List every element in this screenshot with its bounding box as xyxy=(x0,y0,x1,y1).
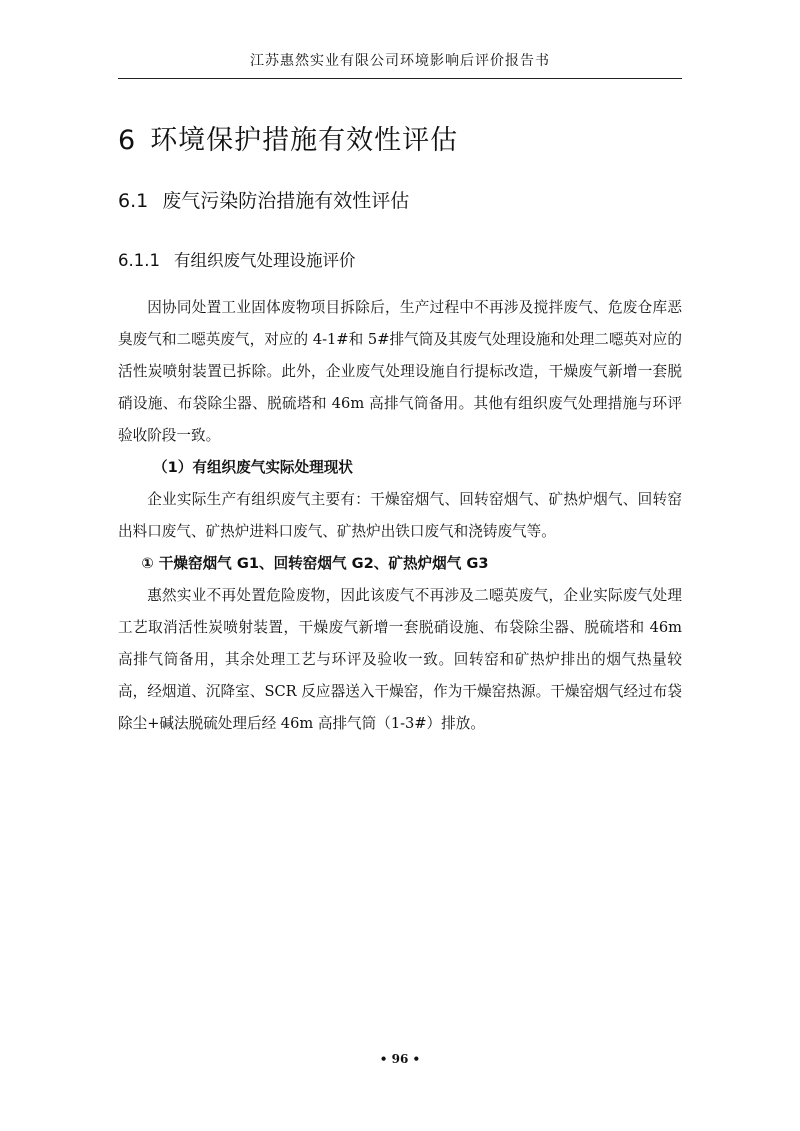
subsection-title: 有组织废气处理设施评价 xyxy=(173,251,356,270)
page-header xyxy=(118,48,682,79)
chapter-title: 环境保护措施有效性评估 xyxy=(150,125,459,156)
section-heading xyxy=(118,186,409,213)
section-number: 6.1 xyxy=(118,190,149,212)
header-title: 江苏惠然实业有限公司环境影响后评价报告书 xyxy=(250,53,550,69)
subsection-heading xyxy=(118,247,355,271)
subsection-number: 6.1.1 xyxy=(118,251,160,270)
chapter-number: 6 xyxy=(118,125,137,156)
paragraph-2: 企业实际生产有组织废气主要有：干燥窑烟气、回转窑烟气、矿热炉烟气、回转窑出料口废气、矿热炉进料口废气、矿热炉出铁口废气和浇铸废气等。 xyxy=(118,491,682,540)
subheading-2: ① 干燥窑烟气 G1、回转窑烟气 G2、矿热炉烟气 G3 xyxy=(141,555,489,572)
section-title: 废气污染防治措施有效性评估 xyxy=(162,190,410,212)
body-content xyxy=(118,292,682,740)
paragraph-3: 惠然实业不再处置危险废物，因此该废气不再涉及二噁英废气，企业实际废气处理工艺取消活性炭喷射装置，干燥废气新增一套脱硝设施、布袋除尘器、脱硫塔和 46m 高排气筒备用，其余处理工艺与环评及验收一致。回转窑和矿热炉排出的烟气热量较高，经烟道、沉降室、SCR 反应器送入干燥窑，作为干燥窑热源。干燥窑烟气经过布袋除尘+碱法脱硫处理后经 46m 高排气筒（1-3#）排放。 xyxy=(118,587,682,732)
chapter-heading xyxy=(118,118,458,157)
page-number: • 96 • xyxy=(379,1052,421,1066)
paragraph-1: 因协同处置工业固体废物项目拆除后，生产过程中不再涉及搅拌废气、危废仓库恶臭废气和二噁英废气，对应的 4-1#和 5#排气筒及其废气处理设施和处理二噁英对应的活性炭喷射装置已拆除。此外，企业废气处理设施自行提标改造，干燥废气新增一套脱硝设施、布袋除尘器、脱硫塔和 46m 高排气筒备用。其他有组织废气处理措施与环评验收阶段一致。 xyxy=(118,299,682,444)
subheading-1: （1）有组织废气实际处理现状 xyxy=(153,459,353,476)
